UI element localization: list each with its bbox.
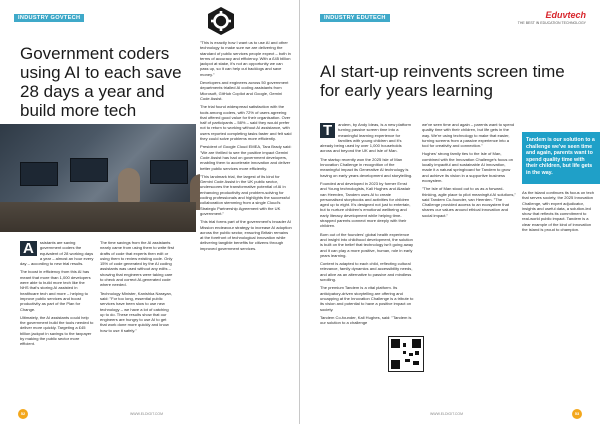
monitor-icon [70,158,108,182]
person-figure [118,168,140,204]
paragraph: President of Google Cloud EMEA, Tara Brady said: "We are thrilled to see the positive impact Gemini Code Assist has had on government developers, enabling them to accelerate innovation and deliver better public services more efficiently. [200,144,292,171]
paragraph: Hughes' strong family ties to the Isle of Man, combined with the Innovation Challenge's focus on locally impactful and sustainable AI innovation, made it a natural springboard for Tandem to grow and achieve its vision in a supportive business ecosystem. [422,151,513,183]
monitor-icon [20,162,58,186]
paragraph: Content is adapted to each child, reflecting cultural relevance, family dynamics and accessibility needs, and alive as an alternative to passive and mindless scrolling. [320,261,413,283]
paragraph: The boost in efficiency from this AI has meant that more than 1,000 developers were able to build more tech like the NHS that's storing AI assisted in healthcare tech and more – helping to improve public services and boost productivity as part of the Plan for Change. [20,269,91,312]
column-2 [100,240,174,336]
folio: WWW.ELDIGIT.COM [130,412,164,416]
hero-photo-office [0,124,196,232]
qr-code-icon [388,336,424,372]
paragraph: Founded and developed in 2023 by former Ernst and Young technologists, Kali Hughes and Alastair van Heerden, Tandem uses AI to create personalised storybooks and activities for children aged up to eight. It's designed not just to entertain, but to nurture children's emotional wellbeing and early literacy development while helping time-strapped parents connect more deeply with their children. [320,180,411,229]
paragraph: we've seen time and again – parents want to spend quality time with their children, but life gets in the way. We're using technology to make that easier, turning screens from a passive experience into a tool for creativity and connection." [422,122,515,149]
paragraph: Developers and engineers across 50 government departments trialled AI coding assistants from Microsoft, GitHub Copilot and Google, Gemini Code Assist. [200,80,289,101]
right-page [300,0,600,424]
paragraph: As the island continues its focus on tech that serves society, the 2025 Innovation Challenge, with expert adjudicator, insights and useful data, a solution-led show that reflects its commitment to real-world public impact. Tandem is a clear example of the kind of innovation the island is proud to champion. [522,190,594,233]
paragraph: The trial found widespread satisfaction with the tools among coders, with 72% of users agreeing that offered good value for their organisation. Over half of participants – 58% – said they would prefer not to return to working without AI assistance, with users reported completing tasks faster and felt said they could solve problems more efficiently. [200,104,292,142]
column-3-upper [200,40,292,416]
paragraph: "The Isle of Man stood out to us as a forward-thinking, agile place to pilot meaningful AI solutions," said Tandem Co-founder, van Heerden. "The Challenge provided access to an ecosystem that shares our values around ethical innovation and social impact." [422,186,516,218]
column-3 [522,190,594,235]
paragraph: A ssistants are saving government coders the equivalent of 28 working days a year – almost an hour every day – according to new trial results. [20,240,94,267]
paragraph: The startup recently won the 2025 Isle of Man Innovation Challenge in recognition of the meaningful impact its Generative AI technology is having on early years development and storytelling. [320,156,413,178]
monitor-icon [150,160,188,184]
headline: Government coders using AI to each save 28 days a year and build more tech [20,44,182,121]
paragraph: Technology Minister, Kanishka Narayan, said: "For too long, essential public services have been slow to use new technology – we have a lot of catching up to do. These results show that our engineers are hungry to use AI to get that work done more quickly and know how to use it safely." [100,290,172,333]
column-2 [422,122,516,221]
paragraph: "This is exactly how I want us to use AI and other technology to make sure we are delivering the standard of public services people expect – both in terms of accuracy and efficiency. With a £45 billion jackpot at stake, it's not an opportunity we can pass up, so it can help cut backlogs and save money." [200,40,291,77]
page-number: 53 [572,409,582,419]
section-tag: INDUSTRY GOVTECH [14,14,84,22]
column-1 [20,240,94,350]
paragraph: Ultimately, the AI assistants could help the government build the tools needed to deliver more quickly. Targeting a £45 billion jackpot in savings to the taxpayer by making the public sector more efficient. [20,314,94,347]
paragraph: The premium Tandem is a vital platform. Its anticipatory-driven storytelling are offering and uncapping at the Innovation Challenge is a tribute to its vision and potential to have a positive impact on society. [320,285,414,312]
brand-tagline: THE BEST IN EDUCATION TECHNOLOGY [517,21,586,25]
pull-quote: Tandem is our solution to a challenge we've seen time and again, parents want to spend quality time with their children, but life gets in the way. [522,132,600,184]
section-tag: INDUSTRY EDUTECH [320,14,390,22]
folio: WWW.ELDIGIT.COM [430,412,464,416]
dropcap: T [320,123,335,138]
gear-hex-logo-icon [206,6,236,36]
desk [0,202,196,232]
paragraph: Tandem Co-founder, Kali Hughes, said: "Tandem is our solution to a challenge [320,314,412,326]
paragraph: T andem, by Andy Ideas, is a new platform turning passive screen time into a meaningful learning experience for families with young children and it's already being used by over 1,000 households across and beyond the UK and Isle of Man. [320,122,412,154]
column-1 [320,122,414,328]
brand-name: Eduvtech [545,10,586,20]
headline: AI start-up reinvents screen time for early years learning [320,62,565,101]
dropcap: A [20,241,37,256]
paragraph: "This landmark trial, the largest of its kind for Gemini Code Assist in the UK public sector, underscores the transformative potential of AI in enhancing productivity and problem-solving for coding professionals and highlights the successful collaboration stemming from a single Cloud's Strategic Partnership Agreement with the UK government." [200,173,290,216]
paragraph: The time savings from the AI assistants nearly came from using them to write first drafts of code that experts then edit or using them to review existing code. Only 15% of code generated by the AI coding assistants was used without any edits – showing that engineers were taking care to check and correct AI-generated code where needed. [100,240,174,288]
paragraph: This trial forms part of the government's broader AI Mission endeavour strategy to increase AI adoption across the public sector, ensuring Britain remains at the forefront of technological innovation while delivering tangible benefits for citizens through improved government services. [200,219,292,251]
page-number: 52 [18,409,28,419]
paragraph: Born out of the founders' global health experience and insight into childhood development, the solution is built on the belief that technology isn't going away and it can play a more positive, human, role in early years learning. [320,231,414,258]
